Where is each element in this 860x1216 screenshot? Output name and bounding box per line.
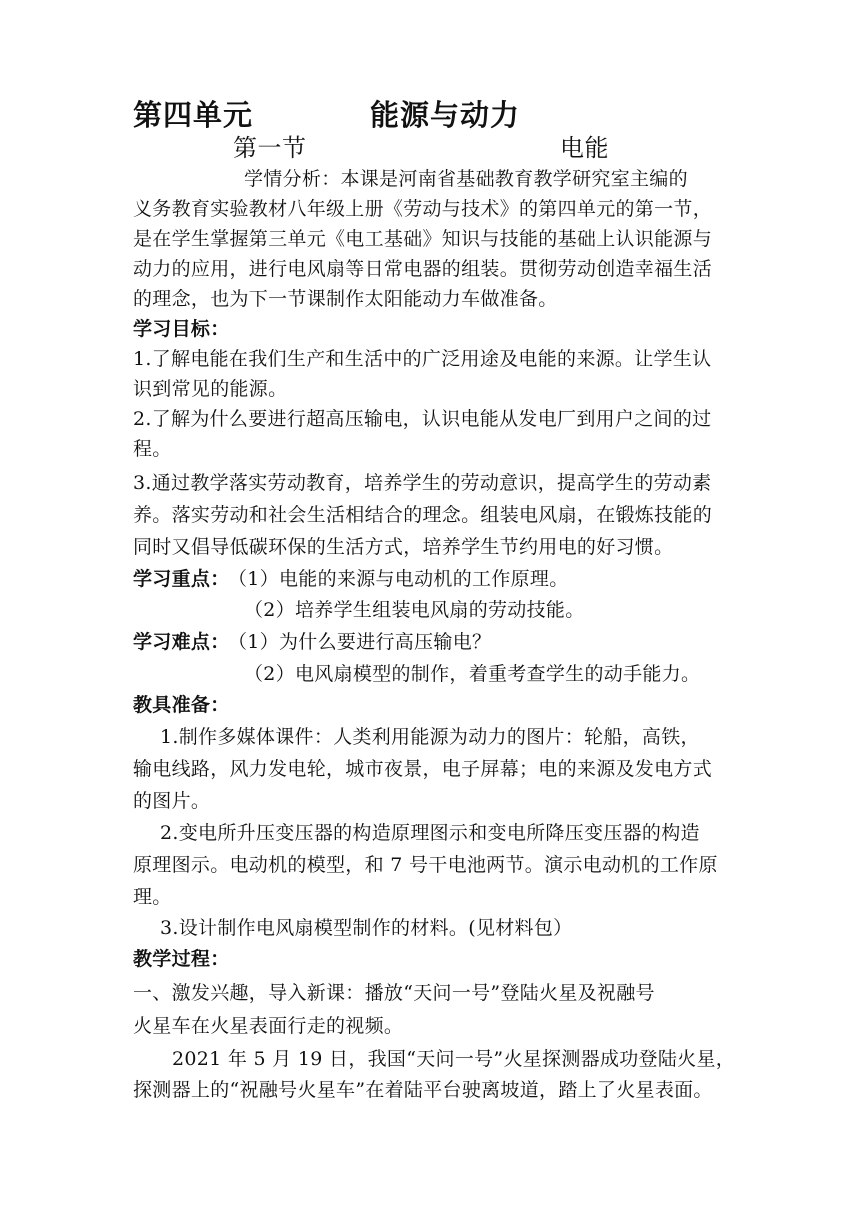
objective-line: 养。落实劳动和社会生活相结合的理念。组装电风扇，在锻炼技能的 [133, 504, 713, 526]
material-line: 的图片。 [133, 790, 211, 812]
key-point-line: （2）培养学生组装电风扇的劳动技能。 [244, 599, 585, 621]
process-body-line: 2021 年 5 月 19 日，我国“天问一号”火星探测器成功登陆火星， [172, 1048, 736, 1070]
objectives-label: 学习目标： [133, 318, 230, 340]
material-line: 2.变电所升压变压器的构造原理图示和变电所降压变压器的构造 [160, 822, 700, 844]
material-line: 理。 [133, 886, 172, 908]
objective-line: 1.了解电能在我们生产和生活中的广泛用途及电能的来源。让学生认 [133, 348, 712, 370]
unit-label: 第四单元 [133, 98, 254, 132]
analysis-line: 义务教育实验教材八年级上册《劳动与技术》的第四单元的第一节， [133, 198, 713, 220]
unit-title: 能源与动力 [370, 98, 521, 132]
materials-label: 教具准备： [133, 694, 230, 716]
objective-line: 同时又倡导低碳环保的生活方式，培养学生节约用电的好习惯。 [133, 536, 674, 558]
objective-line: 识到常见的能源。 [133, 378, 288, 400]
objective-line: 3.通过教学落实劳动教育，培养学生的劳动意识，提高学生的劳动素 [133, 472, 712, 494]
analysis-line: 是在学生掌握第三单元《电工基础》知识与技能的基础上认识能源与 [133, 228, 713, 250]
analysis-line: 学情分析：本课是河南省基础教育教学研究室主编的 [244, 168, 688, 190]
process-label: 教学过程： [133, 948, 230, 970]
key-points-label: 学习重点： [133, 568, 230, 590]
material-line: 输电线路，风力发电轮，城市夜景，电子屏幕；电的来源及发电方式 [133, 758, 713, 780]
objective-line: 程。 [133, 438, 172, 460]
section-title: 电能 [560, 134, 609, 162]
material-line: 3.设计制作电风扇模型制作的材料。(见材料包） [160, 917, 573, 939]
analysis-line: 动力的应用，进行电风扇等日常电器的组装。贯彻劳动创造幸福生活 [133, 258, 713, 280]
difficulties-label: 学习难点： [133, 631, 230, 653]
analysis-line: 的理念，也为下一节课制作太阳能动力车做准备。 [133, 288, 558, 310]
section-label: 第一节 [233, 134, 307, 162]
objective-line: 2.了解为什么要进行超高压输电，认识电能从发电厂到用户之间的过 [133, 408, 712, 430]
key-point-line: （1）电能的来源与电动机的工作原理。 [228, 568, 569, 590]
material-line: 原理图示。电动机的模型，和 7 号干电池两节。演示电动机的工作原 [133, 854, 718, 876]
process-intro-line: 一、激发兴趣，导入新课：播放“天问一号”登陆火星及祝融号 [133, 982, 655, 1004]
difficulty-line: （2）电风扇模型的制作，着重考查学生的动手能力。 [244, 663, 701, 685]
process-body-line: 探测器上的“祝融号火星车”在着陆平台驶离坡道，踏上了火星表面。 [133, 1079, 713, 1101]
material-line: 1.制作多媒体课件：人类利用能源为动力的图片：轮船，高铁， [160, 726, 700, 748]
process-intro-line: 火星车在火星表面行走的视频。 [133, 1015, 404, 1037]
difficulty-line: （1）为什么要进行高压输电？ [228, 631, 492, 653]
